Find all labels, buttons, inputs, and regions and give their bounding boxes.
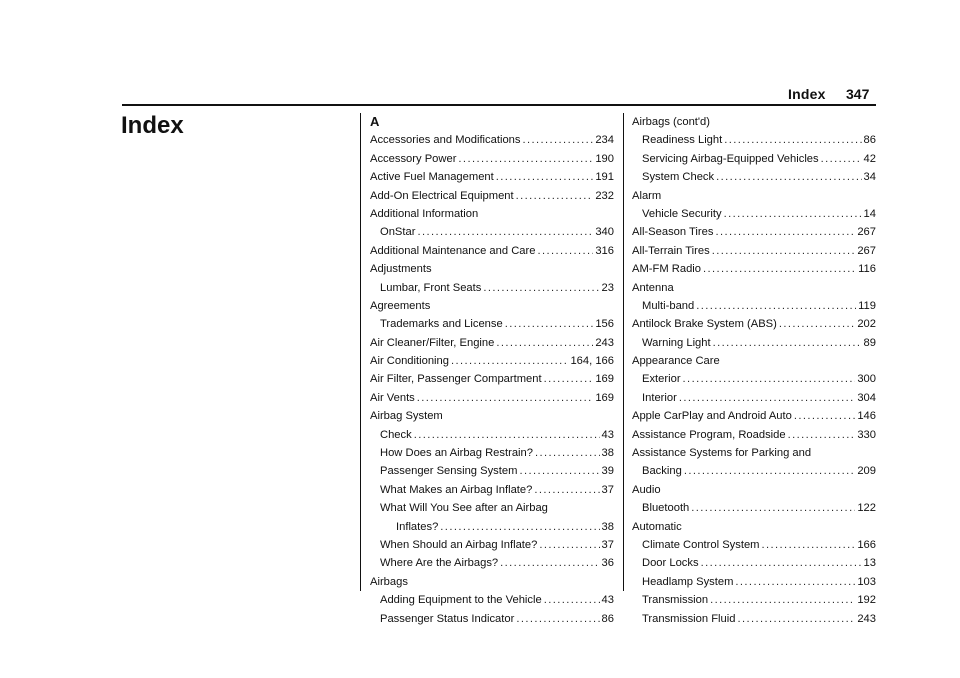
index-entry-text: OnStar bbox=[380, 226, 416, 239]
dot-leader bbox=[544, 591, 600, 609]
index-entry-text: AM-FM Radio bbox=[632, 263, 701, 276]
index-entry-text: Alarm bbox=[632, 189, 662, 202]
index-entry-text: When Should an Airbag Inflate? bbox=[380, 538, 538, 551]
dot-leader bbox=[483, 279, 599, 297]
dot-leader bbox=[701, 554, 862, 572]
dot-leader bbox=[496, 168, 594, 186]
dot-leader bbox=[691, 499, 855, 517]
index-entry bbox=[632, 315, 876, 333]
index-entry bbox=[632, 444, 876, 462]
index-entry bbox=[632, 260, 876, 278]
dot-leader bbox=[713, 334, 862, 352]
index-entry-page: 89 bbox=[863, 336, 876, 349]
dot-leader bbox=[500, 554, 599, 572]
index-entry-text: Air Vents bbox=[370, 391, 415, 404]
index-entry-text: Inflates? bbox=[396, 520, 439, 533]
index-entry bbox=[632, 426, 876, 444]
dot-leader bbox=[451, 352, 568, 370]
page-number: 347 bbox=[846, 86, 870, 102]
index-entry-text: All-Season Tires bbox=[632, 226, 714, 239]
index-entry bbox=[632, 499, 876, 517]
index-entry-page: 37 bbox=[601, 483, 614, 496]
index-column-2 bbox=[632, 113, 876, 628]
index-entry bbox=[632, 279, 876, 297]
index-entry-page: 243 bbox=[857, 612, 876, 625]
index-entry-page: 42 bbox=[863, 152, 876, 165]
index-entry-text: How Does an Airbag Restrain? bbox=[380, 447, 533, 460]
index-entry bbox=[370, 297, 614, 315]
index-entry-text: Apple CarPlay and Android Auto bbox=[632, 410, 792, 423]
index-entry-text: Passenger Status Indicator bbox=[380, 612, 515, 625]
index-entry-page: 13 bbox=[863, 557, 876, 570]
index-title: Index bbox=[121, 112, 184, 139]
index-entry-page: 166 bbox=[857, 538, 876, 551]
index-entry-text: Adding Equipment to the Vehicle bbox=[380, 594, 542, 607]
index-entry bbox=[632, 554, 876, 572]
index-entry-text: Multi-band bbox=[642, 299, 695, 312]
index-column-1 bbox=[370, 113, 614, 628]
dot-leader bbox=[716, 168, 861, 186]
index-entry bbox=[632, 131, 876, 149]
index-entry bbox=[370, 150, 614, 168]
index-entry bbox=[632, 223, 876, 241]
index-entry-text: All-Terrain Tires bbox=[632, 244, 710, 257]
dot-leader bbox=[703, 260, 856, 278]
index-entry bbox=[370, 573, 614, 591]
column-divider bbox=[360, 113, 361, 591]
index-entry bbox=[370, 407, 614, 425]
index-entry bbox=[370, 499, 614, 517]
index-entry bbox=[370, 389, 614, 407]
index-entry bbox=[632, 518, 876, 536]
index-entry bbox=[632, 462, 876, 480]
index-entry-page: 304 bbox=[857, 391, 876, 404]
index-entry bbox=[370, 462, 614, 480]
index-entry-text: Readiness Light bbox=[642, 134, 723, 147]
dot-leader bbox=[537, 242, 593, 260]
index-entry-text: Transmission bbox=[642, 594, 709, 607]
index-entry bbox=[632, 187, 876, 205]
index-entry bbox=[370, 481, 614, 499]
index-entry-text: Airbags bbox=[370, 575, 408, 588]
index-entry bbox=[632, 407, 876, 425]
index-entry bbox=[632, 297, 876, 315]
index-entry-page: 330 bbox=[857, 428, 876, 441]
index-entry bbox=[632, 168, 876, 186]
index-entry-page: 36 bbox=[601, 557, 614, 570]
index-entry-page: 169 bbox=[595, 373, 614, 386]
index-entry bbox=[632, 389, 876, 407]
index-entry bbox=[370, 279, 614, 297]
dot-leader bbox=[417, 223, 593, 241]
index-entry-page: 267 bbox=[857, 226, 876, 239]
dot-leader bbox=[516, 610, 599, 628]
dot-leader bbox=[417, 389, 594, 407]
index-entry-text: Air Filter, Passenger Compartment bbox=[370, 373, 542, 386]
index-entry-page: 192 bbox=[857, 594, 876, 607]
index-entry bbox=[370, 315, 614, 333]
column-divider bbox=[623, 113, 624, 591]
index-entry bbox=[632, 205, 876, 223]
index-entry-text: Trademarks and License bbox=[380, 318, 503, 331]
index-entry-text: Servicing Airbag-Equipped Vehicles bbox=[642, 152, 819, 165]
index-entry-text: System Check bbox=[642, 171, 715, 184]
index-entry-page: 340 bbox=[595, 226, 614, 239]
index-entry bbox=[370, 536, 614, 554]
index-entry bbox=[370, 554, 614, 572]
index-entry-text: Vehicle Security bbox=[642, 207, 722, 220]
index-entry-page: 119 bbox=[858, 299, 876, 312]
running-header-title: Index bbox=[788, 86, 826, 102]
index-entry bbox=[632, 150, 876, 168]
index-entry-text: Appearance Care bbox=[632, 355, 720, 368]
dot-leader bbox=[696, 297, 856, 315]
index-entry bbox=[370, 168, 614, 186]
index-entry-text: Agreements bbox=[370, 299, 431, 312]
dot-leader bbox=[710, 591, 855, 609]
index-entry-text: Accessory Power bbox=[370, 152, 457, 165]
index-entry bbox=[370, 131, 614, 149]
index-entry bbox=[370, 610, 614, 628]
dot-leader bbox=[724, 131, 861, 149]
index-entry-page: 103 bbox=[857, 575, 876, 588]
index-entry-text: Where Are the Airbags? bbox=[380, 557, 499, 570]
dot-leader bbox=[496, 334, 593, 352]
index-entry-page: 86 bbox=[601, 612, 614, 625]
dot-leader bbox=[712, 242, 856, 260]
index-entry-text: Active Fuel Management bbox=[370, 171, 494, 184]
dot-leader bbox=[535, 444, 600, 462]
dot-leader bbox=[762, 536, 856, 554]
index-entry-text: Accessories and Modifications bbox=[370, 134, 521, 147]
index-entry-text: Audio bbox=[632, 483, 661, 496]
index-entry-text: Air Cleaner/Filter, Engine bbox=[370, 336, 495, 349]
index-entry-page: 267 bbox=[857, 244, 876, 257]
dot-leader bbox=[679, 389, 856, 407]
dot-leader bbox=[534, 481, 599, 499]
dot-leader bbox=[788, 426, 856, 444]
index-entry-page: 202 bbox=[857, 318, 876, 331]
dot-leader bbox=[724, 205, 862, 223]
index-entry-text: Antilock Brake System (ABS) bbox=[632, 318, 777, 331]
index-entry-page: 122 bbox=[857, 502, 876, 515]
header-rule bbox=[122, 104, 876, 106]
index-entry-page: 164, 166 bbox=[570, 355, 614, 368]
index-entry bbox=[370, 223, 614, 241]
index-entry-page: 38 bbox=[601, 520, 614, 533]
index-entry-text: Bluetooth bbox=[642, 502, 690, 515]
index-entry-text: What Will You See after an Airbag bbox=[380, 502, 548, 515]
index-entry bbox=[370, 242, 614, 260]
index-entry-page: 316 bbox=[595, 244, 614, 257]
index-entry-page: 146 bbox=[857, 410, 876, 423]
index-entry bbox=[370, 334, 614, 352]
index-entry-page: 156 bbox=[595, 318, 614, 331]
dot-leader bbox=[779, 315, 855, 333]
dot-leader bbox=[522, 131, 593, 149]
index-entry bbox=[370, 352, 614, 370]
index-entry-text: Passenger Sensing System bbox=[380, 465, 518, 478]
dot-leader bbox=[544, 370, 594, 388]
index-entry-text: Additional Maintenance and Care bbox=[370, 244, 536, 257]
index-entry-page: 43 bbox=[601, 594, 614, 607]
index-letter-heading bbox=[370, 113, 614, 131]
dot-leader bbox=[458, 150, 593, 168]
index-entry-page: 232 bbox=[595, 189, 614, 202]
index-entry bbox=[370, 591, 614, 609]
index-entry bbox=[370, 187, 614, 205]
index-entry-page: 243 bbox=[595, 336, 614, 349]
dot-leader bbox=[440, 518, 599, 536]
index-entry-text: Antenna bbox=[632, 281, 674, 294]
index-entry-page: 43 bbox=[601, 428, 614, 441]
index-entry-text: Air Conditioning bbox=[370, 355, 449, 368]
index-entry bbox=[632, 573, 876, 591]
index-entry-page: 37 bbox=[601, 538, 614, 551]
index-entry-text: Additional Information bbox=[370, 207, 479, 220]
dot-leader bbox=[684, 462, 856, 480]
index-entry-page: 34 bbox=[863, 171, 876, 184]
index-entry-page: 39 bbox=[601, 465, 614, 478]
index-entry-text: Automatic bbox=[632, 520, 682, 533]
dot-leader bbox=[735, 573, 855, 591]
index-entry-page: 169 bbox=[595, 391, 614, 404]
index-entry-page: 14 bbox=[863, 207, 876, 220]
index-entry-page: 234 bbox=[595, 134, 614, 147]
index-entry-page: 191 bbox=[595, 171, 614, 184]
index-entry-text: Airbags (cont'd) bbox=[632, 116, 710, 128]
index-entry-page: 209 bbox=[857, 465, 876, 478]
index-entry bbox=[370, 260, 614, 278]
index-entry-page: 300 bbox=[857, 373, 876, 386]
dot-leader bbox=[539, 536, 599, 554]
dot-leader bbox=[683, 370, 856, 388]
index-entry-text: Airbag System bbox=[370, 410, 443, 423]
index-entry bbox=[370, 444, 614, 462]
dot-leader bbox=[794, 407, 855, 425]
index-entry bbox=[632, 370, 876, 388]
index-entry bbox=[632, 352, 876, 370]
index-entry bbox=[632, 536, 876, 554]
index-entry-text: Interior bbox=[642, 391, 677, 404]
index-entry bbox=[632, 591, 876, 609]
index-entry bbox=[632, 334, 876, 352]
index-entry bbox=[370, 518, 614, 536]
dot-leader bbox=[821, 150, 862, 168]
dot-leader bbox=[715, 223, 855, 241]
index-entry-page: 116 bbox=[858, 263, 876, 276]
index-entry bbox=[370, 426, 614, 444]
index-entry-page: 86 bbox=[863, 134, 876, 147]
index-entry-text: Add-On Electrical Equipment bbox=[370, 189, 514, 202]
index-entry-text: Assistance Systems for Parking and bbox=[632, 447, 812, 460]
index-entry-text: Check bbox=[380, 428, 412, 441]
index-entry-text: Door Locks bbox=[642, 557, 699, 570]
dot-leader bbox=[519, 462, 599, 480]
index-entry-text: Headlamp System bbox=[642, 575, 734, 588]
index-entry-page: 23 bbox=[601, 281, 614, 294]
dot-leader bbox=[516, 187, 594, 205]
index-entry-page: 190 bbox=[595, 152, 614, 165]
index-entry-text: Assistance Program, Roadside bbox=[632, 428, 786, 441]
index-entry bbox=[632, 242, 876, 260]
index-entry-text: Warning Light bbox=[642, 336, 711, 349]
index-entry-text: Climate Control System bbox=[642, 538, 760, 551]
index-entry-text: Transmission Fluid bbox=[642, 612, 736, 625]
index-entry bbox=[370, 205, 614, 223]
index-entry bbox=[632, 610, 876, 628]
index-entry bbox=[632, 113, 876, 131]
dot-leader bbox=[505, 315, 594, 333]
index-entry bbox=[632, 481, 876, 499]
dot-leader bbox=[737, 610, 855, 628]
index-entry-page: 38 bbox=[601, 447, 614, 460]
index-entry-text: What Makes an Airbag Inflate? bbox=[380, 483, 533, 496]
index-entry-text: Lumbar, Front Seats bbox=[380, 281, 482, 294]
index-entry-text: Adjustments bbox=[370, 263, 432, 276]
index-entry-text: Backing bbox=[642, 465, 682, 478]
index-entry bbox=[370, 370, 614, 388]
index-entry-text: A bbox=[370, 114, 380, 129]
index-entry-text: Exterior bbox=[642, 373, 681, 386]
dot-leader bbox=[414, 426, 600, 444]
